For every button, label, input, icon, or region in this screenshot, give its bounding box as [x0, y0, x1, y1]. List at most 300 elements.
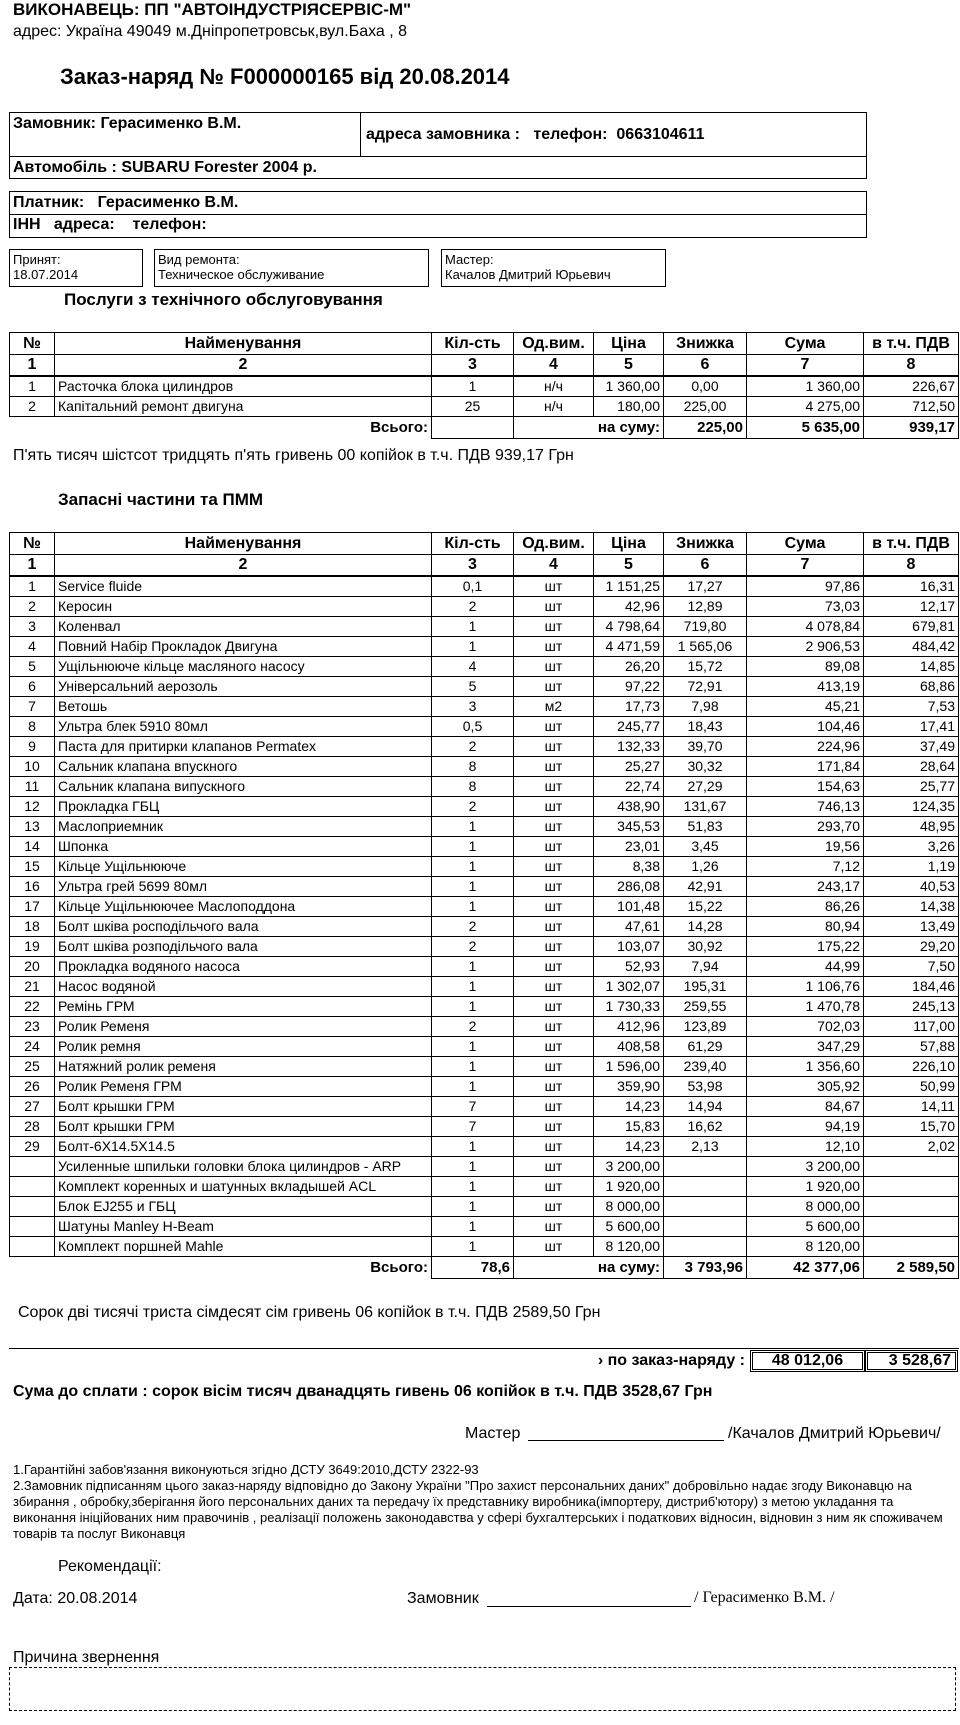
table-cell: 19,56 — [747, 837, 864, 857]
table-row — [10, 1197, 959, 1217]
table-cell: 1 565,06 — [664, 637, 747, 657]
column-number: 7 — [747, 355, 864, 377]
table-cell: шт — [514, 657, 594, 677]
reason-field[interactable] — [9, 1667, 956, 1711]
divider — [10, 214, 866, 215]
parts-title: Запасні частини та ПММ — [58, 490, 264, 509]
grand-total-vat: 3 528,67 — [865, 1350, 958, 1372]
table-row — [10, 597, 959, 617]
table-cell: 17,41 — [864, 717, 959, 737]
table-cell: 1 151,25 — [594, 576, 664, 597]
table-cell: 15,72 — [664, 657, 747, 677]
table-cell: 1 302,07 — [594, 977, 664, 997]
table-cell: шт — [514, 1017, 594, 1037]
table-cell: 18,43 — [664, 717, 747, 737]
column-number: 2 — [55, 355, 432, 377]
master-box — [441, 249, 666, 287]
table-row — [10, 1117, 959, 1137]
table-cell — [864, 1177, 959, 1197]
payer-block — [9, 191, 867, 238]
table-cell: 305,92 — [747, 1077, 864, 1097]
table-row — [10, 957, 959, 977]
table-row — [10, 1157, 959, 1177]
table-cell: 746,13 — [747, 797, 864, 817]
table-cell: 94,19 — [747, 1117, 864, 1137]
table-cell: 1 — [432, 1137, 514, 1157]
table-cell: 101,48 — [594, 897, 664, 917]
table-cell: 15,70 — [864, 1117, 959, 1137]
table-cell: шт — [514, 937, 594, 957]
table-cell: Шатуны Manley H-Beam — [55, 1217, 432, 1237]
table-cell: 84,67 — [747, 1097, 864, 1117]
table-cell: шт — [514, 737, 594, 757]
table-cell: 39,70 — [664, 737, 747, 757]
repair-type: Техническое обслуживание — [158, 267, 325, 282]
document-date: Дата: 20.08.2014 — [13, 1590, 138, 1607]
table-cell: 52,93 — [594, 957, 664, 977]
parts-table — [9, 532, 959, 1279]
table-row — [10, 376, 959, 397]
table-cell: 17 — [10, 897, 55, 917]
table-cell: 73,03 — [747, 597, 864, 617]
table-cell: шт — [514, 597, 594, 617]
table-cell: Керосин — [55, 597, 432, 617]
table-row — [10, 1017, 959, 1037]
table-cell: 48,95 — [864, 817, 959, 837]
column-header: в т.ч. ПДВ — [864, 333, 959, 355]
table-cell: 14,38 — [864, 897, 959, 917]
table-cell: 17,27 — [664, 576, 747, 597]
table-cell: 12 — [10, 797, 55, 817]
table-cell: Ролик Ременя — [55, 1017, 432, 1037]
table-cell: 23 — [10, 1017, 55, 1037]
table-cell: 132,33 — [594, 737, 664, 757]
table-cell: 8 120,00 — [747, 1237, 864, 1257]
total-sum: 5 635,00 — [747, 417, 864, 439]
table-cell: 9 — [10, 737, 55, 757]
table-cell: 3,26 — [864, 837, 959, 857]
table-cell: 712,50 — [864, 397, 959, 417]
column-number: 3 — [432, 555, 514, 577]
column-header: Сума — [747, 333, 864, 355]
table-cell: 13,49 — [864, 917, 959, 937]
table-cell: н/ч — [514, 376, 594, 397]
table-cell: Коленвал — [55, 617, 432, 637]
table-cell — [10, 1237, 55, 1257]
table-cell: м2 — [514, 697, 594, 717]
table-cell: Болт шківа росподільчого вала — [55, 917, 432, 937]
table-cell: 259,55 — [664, 997, 747, 1017]
table-cell: 1 — [432, 857, 514, 877]
table-cell: 1 — [432, 877, 514, 897]
total-discount: 3 793,96 — [664, 1257, 747, 1279]
table-cell: 0,00 — [664, 376, 747, 397]
total-vat: 2 589,50 — [864, 1257, 959, 1279]
column-number: 8 — [864, 355, 959, 377]
table-cell: 45,21 — [747, 697, 864, 717]
table-cell: 57,88 — [864, 1037, 959, 1057]
table-cell: 1 360,00 — [594, 376, 664, 397]
table-cell: 1 — [432, 376, 514, 397]
table-row — [10, 817, 959, 837]
table-cell: 3 200,00 — [747, 1157, 864, 1177]
table-cell: 42,91 — [664, 877, 747, 897]
table-row — [10, 917, 959, 937]
table-cell: шт — [514, 1237, 594, 1257]
table-cell: 1 — [432, 837, 514, 857]
table-cell: 1 — [432, 1237, 514, 1257]
table-cell: 20 — [10, 957, 55, 977]
table-header — [10, 333, 959, 355]
table-cell: 1 — [432, 897, 514, 917]
column-number: 2 — [55, 555, 432, 577]
table-cell: 1 — [432, 957, 514, 977]
table-cell: Блок EJ255 и ГБЦ — [55, 1197, 432, 1217]
table-cell: 23,01 — [594, 837, 664, 857]
column-number: 8 — [864, 555, 959, 577]
table-row — [10, 897, 959, 917]
table-cell: 5 600,00 — [747, 1217, 864, 1237]
table-cell: шт — [514, 1177, 594, 1197]
table-cell: 359,90 — [594, 1077, 664, 1097]
column-header: Ціна — [594, 533, 664, 555]
payer-label: Платник: — [13, 194, 85, 211]
table-cell: 8,38 — [594, 857, 664, 877]
table-cell: 8 120,00 — [594, 1237, 664, 1257]
table-cell: 1 — [432, 617, 514, 637]
table-cell: 3,45 — [664, 837, 747, 857]
table-cell: 1 470,78 — [747, 997, 864, 1017]
table-cell: Кільце Ущільнюючее Маслоподдона — [55, 897, 432, 917]
column-number: 7 — [747, 555, 864, 577]
table-cell: Кільце Ущільнююче — [55, 857, 432, 877]
table-cell: 2 — [432, 597, 514, 617]
table-cell: 14,11 — [864, 1097, 959, 1117]
column-number: 1 — [10, 555, 55, 577]
customer-sign-name: / Герасименко В.М. / — [694, 1589, 835, 1606]
table-cell: Універсальний аерозоль — [55, 677, 432, 697]
table-cell: 3 200,00 — [594, 1157, 664, 1177]
table-cell: 7 — [432, 1097, 514, 1117]
table-header — [10, 533, 959, 555]
table-cell: шт — [514, 617, 594, 637]
sum-label: на суму: — [514, 1257, 664, 1279]
payer-details: ІНН адреса: телефон: — [13, 216, 207, 233]
table-cell: 1 — [432, 1037, 514, 1057]
table-cell — [664, 1177, 747, 1197]
table-cell: 4 — [432, 657, 514, 677]
table-cell: 30,32 — [664, 757, 747, 777]
column-number: 4 — [514, 355, 594, 377]
total-qty — [432, 417, 514, 439]
table-cell: 1 — [432, 1157, 514, 1177]
column-header: Од.вим. — [514, 333, 594, 355]
table-cell: 1 730,33 — [594, 997, 664, 1017]
table-cell: 1 — [432, 1197, 514, 1217]
table-cell: 14,23 — [594, 1137, 664, 1157]
services-total-words: П'ять тисяч шістсот тридцять п'ять гривень 00 копійок в т.ч. ПДВ 939,17 Грн — [13, 447, 574, 464]
table-cell: 5 — [10, 657, 55, 677]
table-cell: шт — [514, 1197, 594, 1217]
column-header: № — [10, 533, 55, 555]
table-cell: 2 — [432, 797, 514, 817]
table-cell: Расточка блока цилиндров — [55, 376, 432, 397]
table-row — [10, 977, 959, 997]
column-number: 5 — [594, 555, 664, 577]
table-row — [10, 397, 959, 417]
table-cell: 224,96 — [747, 737, 864, 757]
table-row — [10, 1237, 959, 1257]
table-cell: шт — [514, 1097, 594, 1117]
table-cell: 7 — [432, 1117, 514, 1137]
table-cell: 1 360,00 — [747, 376, 864, 397]
table-cell: 2 — [10, 597, 55, 617]
table-row — [10, 857, 959, 877]
table-cell: 15 — [10, 857, 55, 877]
table-cell: 7 — [10, 697, 55, 717]
table-cell: 245,77 — [594, 717, 664, 737]
table-cell: н/ч — [514, 397, 594, 417]
table-cell: 438,90 — [594, 797, 664, 817]
table-cell: 28,64 — [864, 757, 959, 777]
table-cell: шт — [514, 677, 594, 697]
master-sign-line — [528, 1440, 724, 1441]
table-cell: 25 — [10, 1057, 55, 1077]
column-number-row — [10, 555, 959, 577]
table-cell: 225,00 — [664, 397, 747, 417]
reason-label: Причина звернення — [13, 1649, 160, 1666]
accepted-box — [9, 249, 143, 287]
table-cell: 7,53 — [864, 697, 959, 717]
table-cell: 1 — [10, 576, 55, 597]
table-cell: 5 600,00 — [594, 1217, 664, 1237]
table-cell: шт — [514, 1217, 594, 1237]
table-row — [10, 677, 959, 697]
table-cell: шт — [514, 1137, 594, 1157]
total-label: Всього: — [370, 1259, 428, 1277]
table-cell: Ущільнююче кільце масляного насосу — [55, 657, 432, 677]
table-cell: 14,23 — [594, 1097, 664, 1117]
payer-name: Герасименко В.М. — [97, 194, 239, 211]
table-row — [10, 617, 959, 637]
table-cell: 80,94 — [747, 917, 864, 937]
table-cell — [664, 1157, 747, 1177]
table-cell: 61,29 — [664, 1037, 747, 1057]
table-cell — [664, 1197, 747, 1217]
table-cell: Болт крышки ГРМ — [55, 1097, 432, 1117]
table-cell: 124,35 — [864, 797, 959, 817]
total-row — [10, 1257, 959, 1279]
table-cell: 89,08 — [747, 657, 864, 677]
table-cell: 4 078,84 — [747, 617, 864, 637]
table-cell: 8 — [432, 777, 514, 797]
table-cell: 16,62 — [664, 1117, 747, 1137]
table-cell: Болт-6Х14.5Х14.5 — [55, 1137, 432, 1157]
services-table — [9, 332, 959, 439]
table-cell: 47,61 — [594, 917, 664, 937]
contractor-address: адрес: Україна 49049 м.Дніпропетровськ,вул.Баха , 8 — [13, 23, 408, 40]
table-cell: 1 596,00 — [594, 1057, 664, 1077]
table-cell: 123,89 — [664, 1017, 747, 1037]
table-cell: 25 — [432, 397, 514, 417]
table-cell: 12,89 — [664, 597, 747, 617]
table-cell: Сальник клапана впускного — [55, 757, 432, 777]
table-cell: 97,22 — [594, 677, 664, 697]
table-cell — [864, 1237, 959, 1257]
car-info: Автомобіль : SUBARU Forester 2004 р. — [13, 159, 317, 176]
table-cell: 2 — [432, 937, 514, 957]
table-cell: Болт крышки ГРМ — [55, 1117, 432, 1137]
table-cell: 27,29 — [664, 777, 747, 797]
table-cell: 8 — [432, 757, 514, 777]
grand-total-sum: 48 012,06 — [750, 1350, 865, 1372]
table-cell: шт — [514, 997, 594, 1017]
table-cell: 1,26 — [664, 857, 747, 877]
table-cell: Прокладка ГБЦ — [55, 797, 432, 817]
table-cell: Ремінь ГРМ — [55, 997, 432, 1017]
table-cell: 72,91 — [664, 677, 747, 697]
column-number: 5 — [594, 355, 664, 377]
customer-phone: 0663104611 — [616, 126, 705, 143]
table-cell: 14,85 — [864, 657, 959, 677]
table-cell: шт — [514, 1117, 594, 1137]
table-cell: шт — [514, 817, 594, 837]
services-title: Послуги з технічного обслуговування — [64, 290, 383, 309]
grand-total-rule — [9, 1348, 959, 1349]
table-cell: 226,10 — [864, 1057, 959, 1077]
table-cell: 8 — [10, 717, 55, 737]
column-header: Кіл-сть — [432, 333, 514, 355]
table-cell: 86,26 — [747, 897, 864, 917]
table-cell: 28 — [10, 1117, 55, 1137]
column-number: 6 — [664, 555, 747, 577]
customer-sign-label: Замовник — [407, 1590, 479, 1607]
table-cell: 14,28 — [664, 917, 747, 937]
repair-type-box — [154, 249, 429, 287]
table-cell: 97,86 — [747, 576, 864, 597]
table-cell: 1 — [432, 997, 514, 1017]
table-cell: шт — [514, 717, 594, 737]
table-cell: 26 — [10, 1077, 55, 1097]
table-cell: 2 — [432, 917, 514, 937]
table-cell: 7,94 — [664, 957, 747, 977]
table-cell: 4 275,00 — [747, 397, 864, 417]
table-cell: 1,19 — [864, 857, 959, 877]
table-cell: 2,13 — [664, 1137, 747, 1157]
table-cell: 13 — [10, 817, 55, 837]
table-cell: 25,77 — [864, 777, 959, 797]
table-cell: 10 — [10, 757, 55, 777]
table-cell: 16,31 — [864, 576, 959, 597]
recommendations-label: Рекомендації: — [58, 1558, 162, 1575]
table-row — [10, 937, 959, 957]
table-cell: Усиленные шпильки головки блока цилиндров - ARP — [55, 1157, 432, 1177]
table-cell: 19 — [10, 937, 55, 957]
table-row — [10, 877, 959, 897]
table-cell: шт — [514, 1057, 594, 1077]
table-row — [10, 1137, 959, 1157]
table-cell: шт — [514, 1157, 594, 1177]
table-cell: 1 920,00 — [747, 1177, 864, 1197]
total-qty: 78,6 — [432, 1257, 514, 1279]
column-number-row — [10, 355, 959, 377]
column-header: Од.вим. — [514, 533, 594, 555]
table-cell: Ультра грей 5699 80мл — [55, 877, 432, 897]
column-header: Найменування — [55, 533, 432, 555]
table-cell: 719,80 — [664, 617, 747, 637]
table-cell: 413,19 — [747, 677, 864, 697]
table-cell: 1 — [10, 376, 55, 397]
table-cell: 679,81 — [864, 617, 959, 637]
table-cell: шт — [514, 757, 594, 777]
table-cell: 22,74 — [594, 777, 664, 797]
table-cell: 408,58 — [594, 1037, 664, 1057]
table-cell: 29 — [10, 1137, 55, 1157]
table-cell: 40,53 — [864, 877, 959, 897]
table-cell: 51,83 — [664, 817, 747, 837]
table-cell: 1 106,76 — [747, 977, 864, 997]
customer-sign-line — [487, 1606, 691, 1607]
table-cell: 286,08 — [594, 877, 664, 897]
sum-label: на суму: — [514, 417, 664, 439]
accepted-label: Принят: — [13, 252, 61, 267]
table-cell: Комплект поршней Mahle — [55, 1237, 432, 1257]
table-cell: 18 — [10, 917, 55, 937]
table-cell: 15,83 — [594, 1117, 664, 1137]
table-cell: 11 — [10, 777, 55, 797]
table-cell: шт — [514, 1037, 594, 1057]
table-cell: 2 — [432, 737, 514, 757]
master-label: Мастер: — [445, 252, 494, 267]
column-header: № — [10, 333, 55, 355]
table-cell: 27 — [10, 1097, 55, 1117]
column-number: 4 — [514, 555, 594, 577]
table-cell: 293,70 — [747, 817, 864, 837]
table-cell: 412,96 — [594, 1017, 664, 1037]
table-cell: 1 — [432, 977, 514, 997]
table-cell: 29,20 — [864, 937, 959, 957]
table-cell: 117,00 — [864, 1017, 959, 1037]
table-cell: 24 — [10, 1037, 55, 1057]
table-cell: 245,13 — [864, 997, 959, 1017]
table-cell: 4 — [10, 637, 55, 657]
notes — [13, 1462, 958, 1542]
table-cell: Шпонка — [55, 837, 432, 857]
table-cell: 8 000,00 — [594, 1197, 664, 1217]
customer-block — [9, 112, 867, 179]
table-cell: 1 — [432, 1217, 514, 1237]
table-cell: Сальник клапана випускного — [55, 777, 432, 797]
table-row — [10, 1037, 959, 1057]
column-header: Знижка — [664, 333, 747, 355]
total-row — [10, 417, 959, 439]
table-cell: Паста для притирки клапанов Permatex — [55, 737, 432, 757]
table-cell: 2 906,53 — [747, 637, 864, 657]
table-row — [10, 757, 959, 777]
table-cell: Комплект коренных и шатунных вкладышей ACL — [55, 1177, 432, 1197]
customer-contact-row — [366, 126, 705, 144]
table-cell: 2 — [432, 1017, 514, 1037]
table-cell: 243,17 — [747, 877, 864, 897]
table-cell: 1 — [432, 1177, 514, 1197]
table-row — [10, 797, 959, 817]
master-sign-name: /Качалов Дмитрий Юрьевич/ — [728, 1425, 941, 1442]
table-cell: 104,46 — [747, 717, 864, 737]
table-cell — [10, 1157, 55, 1177]
column-number: 3 — [432, 355, 514, 377]
table-cell: 1 — [432, 1077, 514, 1097]
table-row — [10, 737, 959, 757]
